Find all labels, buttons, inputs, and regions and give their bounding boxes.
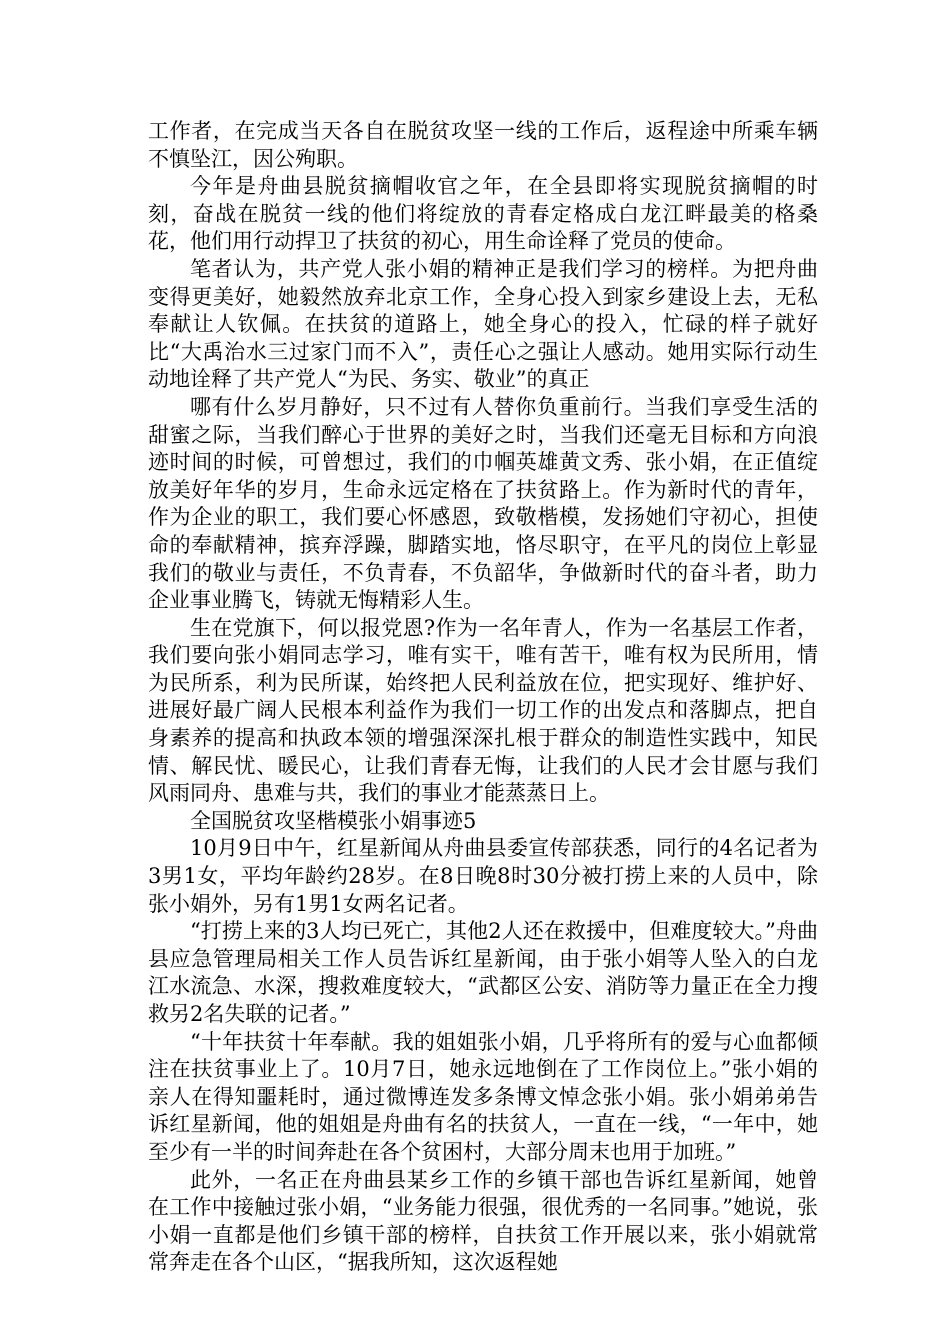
paragraph: 生在党旗下，何以报党恩?作为一名年青人，作为一名基层工作者，我们要向张小娟同志学习，唯有实干，唯有苦干，唯有权为民所用，情为民所系，利为民所谋，始终把人民利益放在位，把实现好、维护好、进展好最广阔人民根本利益作为我们一切工作的出发点和落脚点，把自身素养的提高和执政本领的增强深深扎根于群众的制造性实践中，知民情、解民忧、暖民心，让我们青春无悔，让我们的人民才会甘愿与我们风雨同舟、患难与共，我们的事业才能蒸蒸日上。 [148, 615, 818, 806]
paragraph: 工作者，在完成当天各自在脱贫攻坚一线的工作后，返程途中所乘车辆不慎坠江，因公殉职。 [148, 119, 818, 171]
paragraph: “十年扶贫十年奉献。我的姐姐张小娟，几乎将所有的爱与心血都倾注在扶贫事业上了。10月7日，她永远地倒在了工作岗位上。”张小娟的亲人在得知噩耗时，通过微博连发多条博文悼念张小娟。张小娟弟弟告诉红星新闻，他的姐姐是舟曲有名的扶贫人，一直在一线，“一年中，她至少有一半的时间奔赴在各个贫困村，大部分周末也用于加班。” [148, 1029, 818, 1164]
paragraph: 哪有什么岁月静好，只不过有人替你负重前行。当我们享受生活的甜蜜之际，当我们醉心于世界的美好之时，当我们还毫无目标和方向浪迹时间的时候，可曾想过，我们的巾帼英雄黄文秀、张小娟，在正值绽放美好年华的岁月，生命永远定格在了扶贫路上。作为新时代的青年，作为企业的职工，我们要心怀感恩，致敬楷模，发扬她们守初心，担使命的奉献精神，摈弃浮躁，脚踏实地，恪尽职守，在平凡的岗位上彰显我们的敬业与责任，不负青春，不负韶华，争做新时代的奋斗者，助力企业事业腾飞，铸就无悔精彩人生。 [148, 394, 818, 613]
paragraph: 今年是舟曲县脱贫摘帽收官之年，在全县即将实现脱贫摘帽的时刻，奋战在脱贫一线的他们将绽放的青春定格成白龙江畔最美的格桑花，他们用行动捍卫了扶贫的初心，用生命诠释了党员的使命。 [148, 174, 818, 254]
paragraph: 10月9日中午，红星新闻从舟曲县委宣传部获悉，同行的4名记者为3男1女，平均年龄约28岁。在8日晚8时30分被打捞上来的人员中，除张小娟外，另有1男1女两名记者。 [148, 836, 818, 916]
paragraph: “打捞上来的3人均已死亡，其他2人还在救援中，但难度较大。”舟曲县应急管理局相关工作人员告诉红星新闻，由于张小娟等人坠入的白龙江水流急、水深，搜救难度较大，“武都区公安、消防等力量正在全力搜救另2名失联的记者。” [148, 919, 818, 1026]
document-body [148, 118, 818, 1277]
section-heading: 全国脱贫攻坚楷模张小娟事迹5 [190, 808, 477, 833]
paragraph: 笔者认为，共产党人张小娟的精神正是我们学习的榜样。为把舟曲变得更美好，她毅然放弃北京工作，全身心投入到家乡建设上去，无私奉献让人钦佩。在扶贫的道路上，她全身心的投入，忙碌的样子就好比“大禹治水三过家门而不入”，责任心之强让人感动。她用实际行动生动地诠释了共产党人“为民、务实、敬业”的真正 [148, 256, 818, 392]
paragraph: 此外，一名正在舟曲县某乡工作的乡镇干部也告诉红星新闻，她曾在工作中接触过张小娟，“业务能力很强，很优秀的一名同事。”她说，张小娟一直都是他们乡镇干部的榜样，自扶贫工作开展以来，张小娟就常常奔走在各个山区，“据我所知，这次返程她 [148, 1167, 818, 1275]
